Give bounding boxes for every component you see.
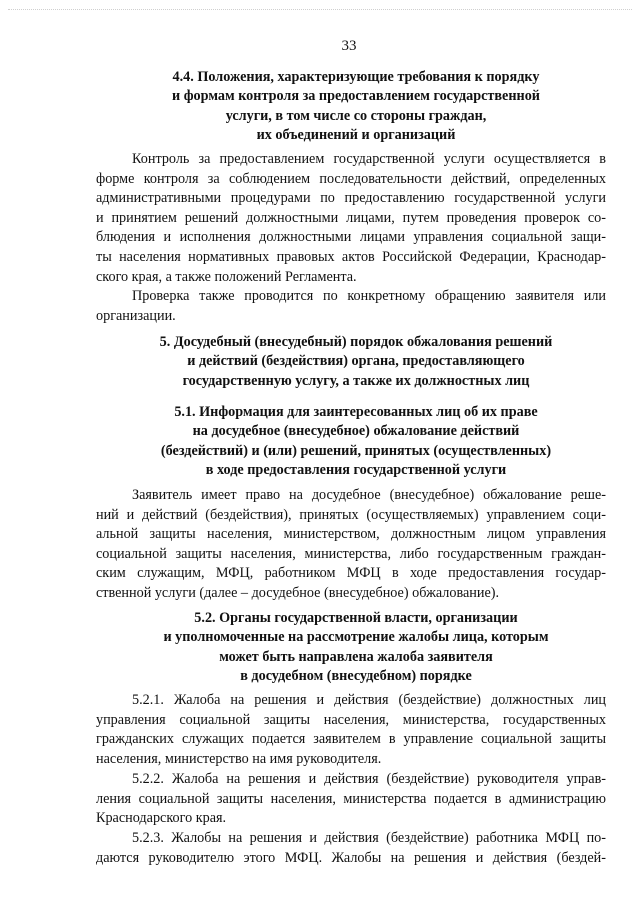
heading-line: и уполномоченные на рассмотрение жалобы лица, которым bbox=[163, 629, 549, 646]
text-line: ственной услуги (далее – досудебное (внесудебное) обжалование). bbox=[96, 584, 500, 601]
heading-line: их объединений и организаций bbox=[256, 127, 456, 144]
section-5-1-heading bbox=[96, 403, 616, 481]
paragraph-5-2-2 bbox=[96, 770, 606, 829]
section-4-4-paragraph-1 bbox=[96, 150, 606, 287]
heading-line: услуги, в том числе со стороны граждан, bbox=[225, 107, 487, 124]
section-5-1-paragraph bbox=[96, 486, 606, 604]
text-line: населения, министерство на имя руководителя. bbox=[96, 750, 382, 767]
text-line: и принятием решений должностными лицами, путем проведения проверок со- bbox=[96, 209, 606, 226]
heading-line: (бездействий) и (или) решений, принятых (осуществленных) bbox=[160, 442, 552, 459]
text-line: Заявитель имеет право на досудебное (внесудебное) обжалование реше- bbox=[132, 487, 606, 503]
section-5-2-heading bbox=[96, 609, 616, 687]
section-4-4-paragraph-2 bbox=[96, 287, 606, 326]
text-line: организации. bbox=[96, 307, 176, 324]
heading-line: 5.1. Информация для заинтересованных лиц об их праве bbox=[174, 404, 538, 420]
text-line: ний и действий (бездействия), принятых (осуществляемых) управлением соци- bbox=[96, 506, 606, 523]
text-line: Проверка также проводится по конкретному обращению заявителя или bbox=[132, 288, 606, 304]
page-number: 33 bbox=[341, 38, 357, 54]
text-line: 5.2.1. Жалоба на решения и действия (бездействие) должностных лиц bbox=[132, 692, 606, 708]
section-4-4-heading bbox=[96, 68, 616, 146]
text-line: Краснодарского края. bbox=[96, 810, 227, 827]
heading-line: государственную услугу, а также их должностных лиц bbox=[182, 372, 530, 389]
text-line: управления социальной защиты населения, министерства, государственных bbox=[96, 711, 606, 728]
text-line: социальной защиты населения, министерства, либо государственным граждан- bbox=[96, 545, 606, 562]
text-line: альной защиты населения, министерством, должностным лицом управления bbox=[96, 526, 606, 543]
heading-line: 4.4. Положения, характеризующие требования к порядку bbox=[172, 69, 540, 85]
text-line: 5.2.2. Жалоба на решения и действия (бездействие) руководителя управ- bbox=[132, 771, 606, 787]
heading-line: 5. Досудебный (внесудебный) порядок обжалования решений bbox=[159, 334, 553, 350]
text-line: Контроль за предоставлением государственной услуги осуществляется в bbox=[132, 151, 606, 167]
text-line: блюдения и исполнения должностными лицами управления социальной защи- bbox=[96, 229, 606, 246]
heading-line: и действий (бездействия) органа, предоставляющего bbox=[187, 353, 525, 370]
heading-line: может быть направлена жалоба заявителя bbox=[219, 648, 493, 665]
text-line: форме контроля за соблюдением последовательности действий, определенных bbox=[96, 170, 606, 187]
section-5-heading bbox=[96, 333, 616, 391]
heading-line: на досудебное (внесудебное) обжалование действий bbox=[192, 423, 520, 440]
text-line: ления социальной защиты населения, министерства подается в администрацию bbox=[96, 790, 606, 807]
heading-line: в ходе предоставления государственной услуги bbox=[205, 462, 507, 479]
text-line: ского края, а также положений Регламента. bbox=[96, 268, 357, 285]
heading-line: в досудебном (внесудебном) порядке bbox=[240, 668, 472, 685]
text-line: ским служащим, МФЦ, работником МФЦ в ходе предоставления государ- bbox=[96, 565, 606, 582]
heading-line: и формам контроля за предоставлением государственной bbox=[172, 88, 540, 105]
text-line: даются руководителю этого МФЦ. Жалобы на решения и действия (бездей- bbox=[96, 849, 606, 866]
text-line: гражданских служащих подается заявителем в управление социальной защиты bbox=[96, 731, 606, 748]
heading-line: 5.2. Органы государственной власти, организации bbox=[194, 610, 518, 626]
text-line: административными процедурами по предоставлению государственной услуги bbox=[96, 190, 606, 207]
paragraph-5-2-3 bbox=[96, 829, 606, 868]
text-line: 5.2.3. Жалобы на решения и действия (бездействие) работника МФЦ по- bbox=[132, 830, 606, 846]
scan-edge-line bbox=[8, 9, 632, 10]
paragraph-5-2-1 bbox=[96, 691, 606, 769]
text-line: ты населения нормативных правовых актов Российской Федерации, Краснодар- bbox=[96, 248, 606, 265]
